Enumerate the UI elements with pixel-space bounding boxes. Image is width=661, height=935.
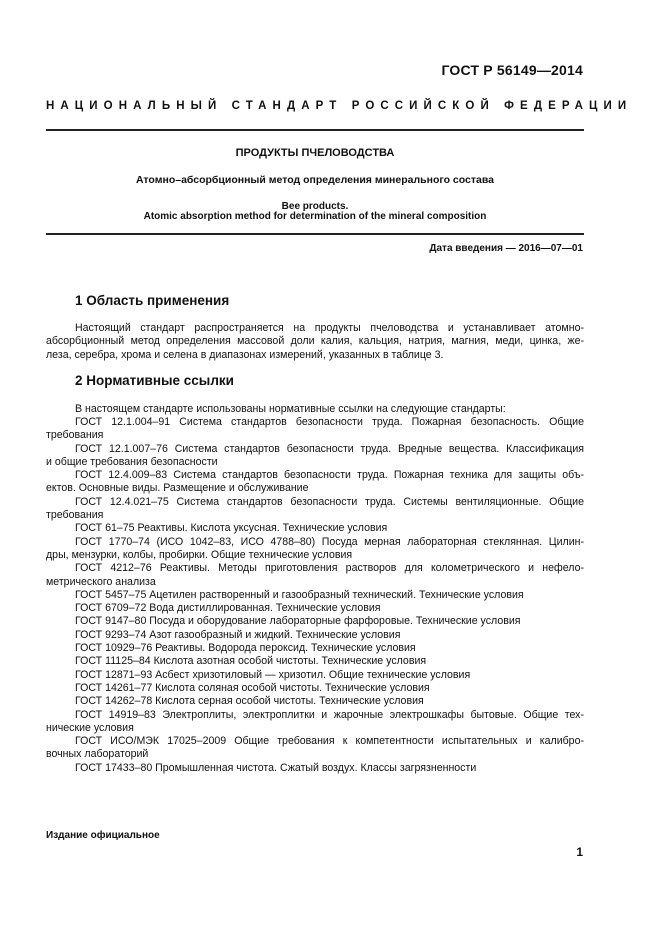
reference-line: требования (46, 509, 104, 522)
paragraph-line: Настоящий стандарт распространяется на продукты пчеловодства и устанавливает атомно- (75, 322, 584, 334)
effective-date: Дата введения — 2016—07—01 (429, 243, 583, 254)
reference-line: ГОСТ 17433–80 Промышленная чистота. Сжатый воздух. Классы загрязненности (75, 761, 477, 774)
reference-item (46, 522, 584, 535)
reference-item (46, 416, 584, 443)
document-subtitle: Атомно–абсорбционный метод определения минерального состава (135, 174, 495, 186)
reference-item (46, 642, 584, 655)
reference-item (46, 629, 584, 642)
reference-item (46, 762, 584, 775)
top-divider (46, 129, 584, 131)
reference-line: ГОСТ 11125–84 Кислота азотная особой чистоты. Технические условия (75, 655, 427, 668)
reference-item (46, 735, 584, 762)
paragraph-line: абсорбционный метод определения массовой доли калия, кальция, натрия, магния, меди, цинка, же- (46, 335, 584, 348)
reference-line: ГОСТ 12.4.009–83 Система стандартов безопасности труда. Пожарная техника для защиты объ- (75, 469, 584, 482)
national-standard-banner: НАЦИОНАЛЬНЫЙ СТАНДАРТ РОССИЙСКОЙ ФЕДЕРАЦИИ (46, 100, 633, 112)
reference-item (46, 589, 584, 602)
official-edition-label: Издание официальное (46, 830, 160, 841)
reference-item (46, 602, 584, 615)
section-2-intro (46, 403, 584, 416)
reference-line: дры, мензурки, колбы, пробирки. Общие технические условия (46, 548, 353, 561)
normative-references-list (46, 416, 584, 775)
title-divider (46, 233, 584, 235)
section-1-paragraph (46, 322, 584, 362)
reference-item (46, 695, 584, 708)
paragraph-line: леза, серебра, хрома и селена в диапазонах измерений, указанных в таблице 3. (46, 348, 444, 361)
reference-line: и общие требования безопасности (46, 455, 218, 468)
reference-line: ектов. Основные виды. Размещение и обслуживание (46, 482, 309, 495)
reference-line: ГОСТ 14261–77 Кислота соляная особой чистоты. Технические условия (75, 681, 430, 694)
reference-line: нические условия (46, 721, 134, 734)
reference-line: ГОСТ 12.1.004–91 Система стандартов безопасности труда. Пожарная безопасность. Общие (75, 416, 584, 428)
english-title-line-1: Bee products. (281, 201, 349, 212)
english-title-line-2: Atomic absorption method for determination of the mineral composition (143, 211, 487, 222)
reference-item (46, 562, 584, 589)
reference-item (46, 655, 584, 668)
section-1-heading: 1 Область применения (75, 293, 230, 308)
reference-item (46, 443, 584, 470)
reference-line: ГОСТ 9147–80 Посуда и оборудование лабораторные фарфоровые. Технические условия (75, 615, 521, 628)
reference-line: ГОСТ 10929–76 Реактивы. Водорода пероксид. Технические условия (75, 642, 416, 655)
standard-code: ГОСТ Р 56149—2014 (441, 62, 583, 78)
reference-line: ГОСТ 1770–74 (ИСО 1042–83, ИСО 4788–80) Посуда мерная лабораторная стеклянная. Цилин- (75, 535, 584, 548)
reference-line: требования (46, 429, 104, 442)
reference-line: вочных лабораторий (46, 748, 149, 761)
reference-item (46, 496, 584, 523)
reference-item (46, 469, 584, 496)
reference-line: ГОСТ 14919–83 Электроплиты, электроплитки и жарочные электрошкафы бытовые. Общие тех- (75, 708, 584, 721)
reference-item (46, 709, 584, 736)
reference-line: ГОСТ 9293–74 Азот газообразный и жидкий. Технические условия (75, 628, 401, 641)
reference-line: ГОСТ 14262–78 Кислота серная особой чистоты. Технические условия (75, 695, 424, 708)
document-title: ПРОДУКТЫ ПЧЕЛОВОДСТВА (235, 147, 395, 159)
reference-item (46, 615, 584, 628)
reference-item (46, 669, 584, 682)
reference-item (46, 536, 584, 563)
reference-line: ГОСТ 4212–76 Реактивы. Методы приготовления растворов для колометрического и нефело- (75, 562, 584, 575)
reference-line: ГОСТ 5457–75 Ацетилен растворенный и газообразный технический. Технические условия (75, 588, 524, 601)
reference-line: ГОСТ 12.1.007–76 Система стандартов безопасности труда. Вредные вещества. Классификация (75, 442, 584, 455)
reference-line: ГОСТ 6709–72 Вода дистиллированная. Технические условия (75, 602, 381, 615)
reference-line: ГОСТ ИСО/МЭК 17025–2009 Общие требования к компетентности испытательных и калибро- (75, 735, 584, 748)
section-2-heading: 2 Нормативные ссылки (75, 373, 234, 388)
reference-item (46, 682, 584, 695)
intro-line: В настоящем стандарте использованы нормативные ссылки на следующие стандарты: (75, 403, 506, 415)
reference-line: ГОСТ 61–75 Реактивы. Кислота уксусная. Технические условия (75, 522, 388, 535)
reference-line: метрического анализа (46, 575, 156, 588)
reference-line: ГОСТ 12.4.021–75 Система стандартов безопасности труда. Системы вентиляционные. Общие (75, 495, 584, 508)
reference-line: ГОСТ 12871–93 Асбест хризотиловый — хризотил. Общие технические условия (75, 668, 471, 681)
page-number: 1 (576, 845, 583, 859)
